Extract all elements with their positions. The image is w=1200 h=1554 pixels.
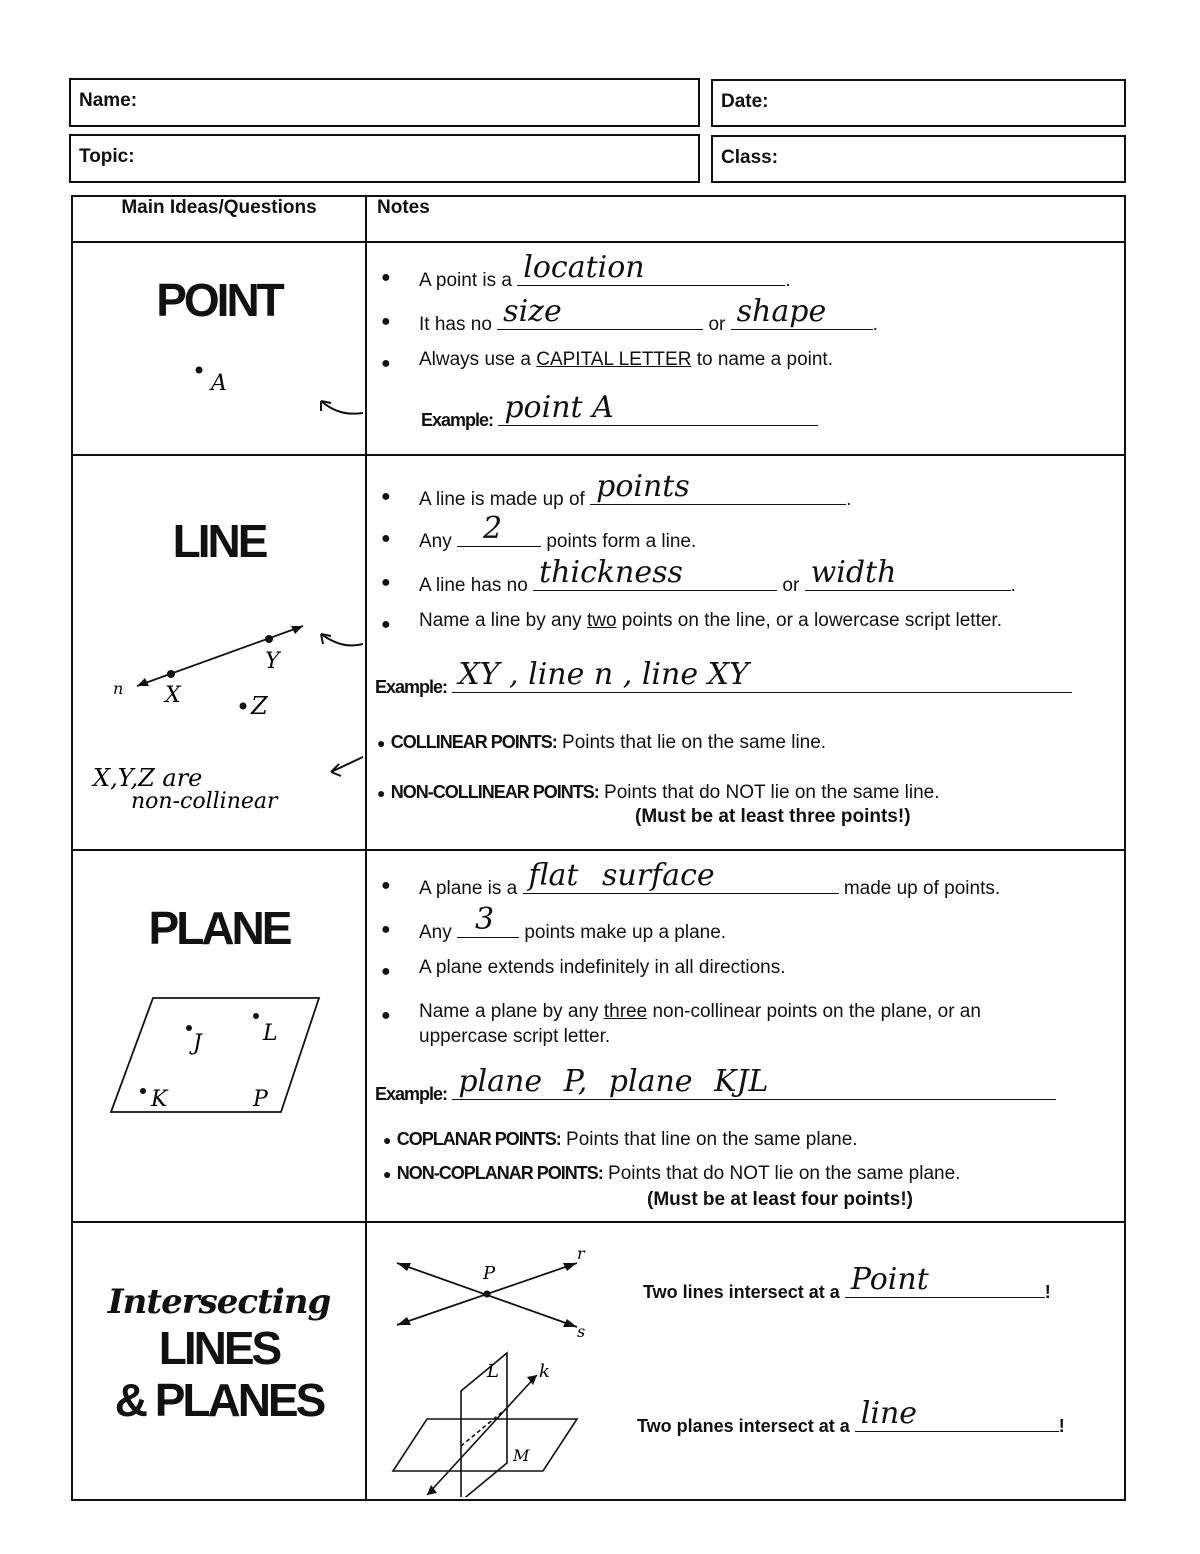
noncoplanar-def: ● NON-COPLANAR POINTS: Points that do NOT lie on the same plane. bbox=[383, 1163, 961, 1184]
line-blank-width[interactable]: width bbox=[805, 568, 1011, 591]
collinear-def: ● COLLINEAR POINTS: Points that lie on the same line. bbox=[377, 732, 827, 753]
plane-shape bbox=[111, 998, 319, 1112]
plane-p-label: P bbox=[253, 1087, 268, 1112]
line-n-label: n bbox=[113, 679, 124, 698]
bullet-icon: ● bbox=[381, 574, 391, 591]
topic-label: Topic: bbox=[79, 146, 135, 167]
line-k-label: k bbox=[539, 1361, 550, 1382]
line-line-2: Any 2 points form a line. bbox=[419, 511, 697, 552]
col-main-ideas: Main Ideas/Questions bbox=[72, 196, 366, 242]
bullet-icon: ● bbox=[381, 530, 391, 547]
line-section-title bbox=[72, 455, 366, 850]
line-blank-points[interactable]: points bbox=[590, 482, 846, 505]
line-line-3: A line has no thickness or width . bbox=[419, 555, 1016, 596]
point-line-2: It has no size or shape . bbox=[419, 294, 878, 335]
line-side-note-2: non-collinear bbox=[131, 789, 278, 814]
noncoplanar-note: (Must be at least four points!) bbox=[647, 1189, 913, 1210]
point-blank-shape[interactable]: shape bbox=[731, 307, 873, 330]
point-diagram bbox=[73, 293, 363, 453]
line-k bbox=[427, 1375, 537, 1495]
plane-l bbox=[461, 1353, 507, 1497]
point-a-dot bbox=[196, 367, 203, 374]
intersection-line bbox=[461, 1408, 507, 1446]
name-box[interactable] bbox=[69, 78, 700, 127]
bullet-icon: ● bbox=[381, 963, 391, 980]
line-line-4: Name a line by any two points on the line, or a lowercase script letter. bbox=[419, 610, 1002, 631]
arrowhead-icon bbox=[397, 1317, 411, 1325]
date-label: Date: bbox=[721, 91, 769, 112]
point-line-1: A point is a location . bbox=[419, 250, 791, 291]
noncollinear-note: (Must be at least three points!) bbox=[635, 806, 911, 827]
plane-example: Example: plane P, plane KJL bbox=[375, 1077, 1056, 1106]
point-p-label: P bbox=[483, 1263, 496, 1284]
coplanar-def: ● COPLANAR POINTS: Points that line on the same plane. bbox=[383, 1129, 858, 1150]
point-a-label: A bbox=[211, 371, 227, 396]
line-blank-thickness[interactable]: thickness bbox=[533, 568, 777, 591]
line-blank-2[interactable]: 2 bbox=[457, 524, 541, 547]
point-l-label: L bbox=[263, 1021, 278, 1046]
col-notes: Notes bbox=[366, 196, 1125, 242]
arrow-icon bbox=[331, 756, 363, 772]
bullet-icon: ● bbox=[381, 921, 391, 938]
line-example: Example: XY , line n , line XY bbox=[375, 670, 1072, 699]
plane-title: PLANE bbox=[148, 902, 290, 954]
point-x-label: X bbox=[165, 683, 181, 708]
intersect-title-planes: & PLANES bbox=[114, 1374, 324, 1426]
point-notes bbox=[366, 242, 1125, 455]
point-l-dot bbox=[253, 1013, 259, 1019]
point-title: POINT bbox=[156, 274, 282, 326]
point-k-label: K bbox=[151, 1087, 168, 1112]
plane-diagram bbox=[73, 986, 363, 1146]
name-label: Name: bbox=[79, 90, 138, 111]
point-example-blank[interactable]: point A bbox=[498, 403, 818, 426]
point-y-label: Y bbox=[265, 649, 280, 674]
bullet-icon: ● bbox=[381, 488, 391, 505]
class-label: Class: bbox=[721, 147, 779, 168]
point-z-label: Z bbox=[251, 692, 268, 720]
line-notes bbox=[366, 455, 1125, 850]
plane-m-label: M bbox=[513, 1446, 530, 1465]
plane-line-2: Any 3 points make up a plane. bbox=[419, 902, 727, 943]
bullet-icon: ● bbox=[381, 269, 391, 286]
line-diagram bbox=[73, 596, 363, 846]
bullet-icon: ● bbox=[381, 313, 391, 330]
intersect-q2: Two planes intersect at a line ! bbox=[637, 1396, 1065, 1436]
point-blank-size[interactable]: size bbox=[497, 307, 703, 330]
intersect-blank-point[interactable]: Point bbox=[845, 1275, 1045, 1298]
point-p-dot bbox=[484, 1291, 491, 1298]
arrowhead-icon bbox=[563, 1319, 577, 1327]
point-x-dot bbox=[167, 670, 175, 678]
line-side-note-1: X,Y,Z are bbox=[93, 764, 203, 792]
bullet-icon: ● bbox=[381, 355, 391, 372]
intersect-blank-line[interactable]: line bbox=[855, 1409, 1059, 1432]
point-line-3: Always use a CAPITAL LETTER to name a point. bbox=[419, 349, 833, 370]
date-box[interactable] bbox=[711, 79, 1126, 127]
plane-l-label: L bbox=[487, 1361, 499, 1382]
plane-line-4-cont: uppercase script letter. bbox=[419, 1026, 611, 1047]
noncollinear-def: ● NON-COLLINEAR POINTS: Points that do NOT lie on the same line. bbox=[377, 782, 940, 803]
plane-blank-3[interactable]: 3 bbox=[457, 915, 519, 938]
class-box[interactable] bbox=[711, 135, 1126, 183]
line-line-1: A line is made up of points . bbox=[419, 469, 852, 510]
plane-line-4: Name a plane by any three non-collinear points on the plane, or an bbox=[419, 1001, 981, 1022]
arrowhead-icon bbox=[563, 1263, 577, 1271]
bullet-icon: ● bbox=[381, 877, 391, 894]
point-j-label: J bbox=[193, 1031, 202, 1056]
point-k-dot bbox=[140, 1088, 146, 1094]
line-r-label: r bbox=[577, 1244, 585, 1263]
intersect-q1: Two lines intersect at a Point ! bbox=[643, 1262, 1051, 1302]
point-example: Example: point A bbox=[421, 403, 818, 432]
topic-box[interactable] bbox=[69, 134, 700, 183]
intersect-notes bbox=[366, 1222, 1125, 1500]
plane-notes bbox=[366, 850, 1125, 1222]
intersect-diagram bbox=[377, 1227, 617, 1497]
plane-example-blank[interactable]: plane P, plane KJL bbox=[452, 1077, 1056, 1100]
plane-line-3: A plane extends indefinitely in all directions. bbox=[419, 957, 786, 978]
intersect-section-title bbox=[72, 1222, 366, 1500]
arrowhead-icon bbox=[397, 1263, 411, 1271]
intersect-title-script: Intersecting bbox=[107, 1282, 331, 1322]
point-blank-location[interactable]: location bbox=[517, 263, 785, 286]
intersect-title-lines: LINES bbox=[158, 1322, 280, 1374]
point-y-dot bbox=[265, 635, 273, 643]
line-example-blank[interactable]: XY , line n , line XY bbox=[452, 670, 1072, 693]
notes-table bbox=[71, 195, 1126, 1501]
bullet-icon: ● bbox=[381, 616, 391, 633]
bullet-icon: ● bbox=[381, 1007, 391, 1024]
plane-section-title bbox=[72, 850, 366, 1222]
plane-line-1: A plane is a flat surface made up of points. bbox=[419, 858, 1001, 899]
line-s-label: s bbox=[577, 1322, 586, 1341]
point-section-title bbox=[72, 242, 366, 455]
plane-blank-flat-surface[interactable]: flat surface bbox=[523, 871, 839, 894]
line-title: LINE bbox=[172, 515, 266, 567]
point-j-dot bbox=[186, 1025, 192, 1031]
point-z-dot bbox=[240, 703, 247, 710]
